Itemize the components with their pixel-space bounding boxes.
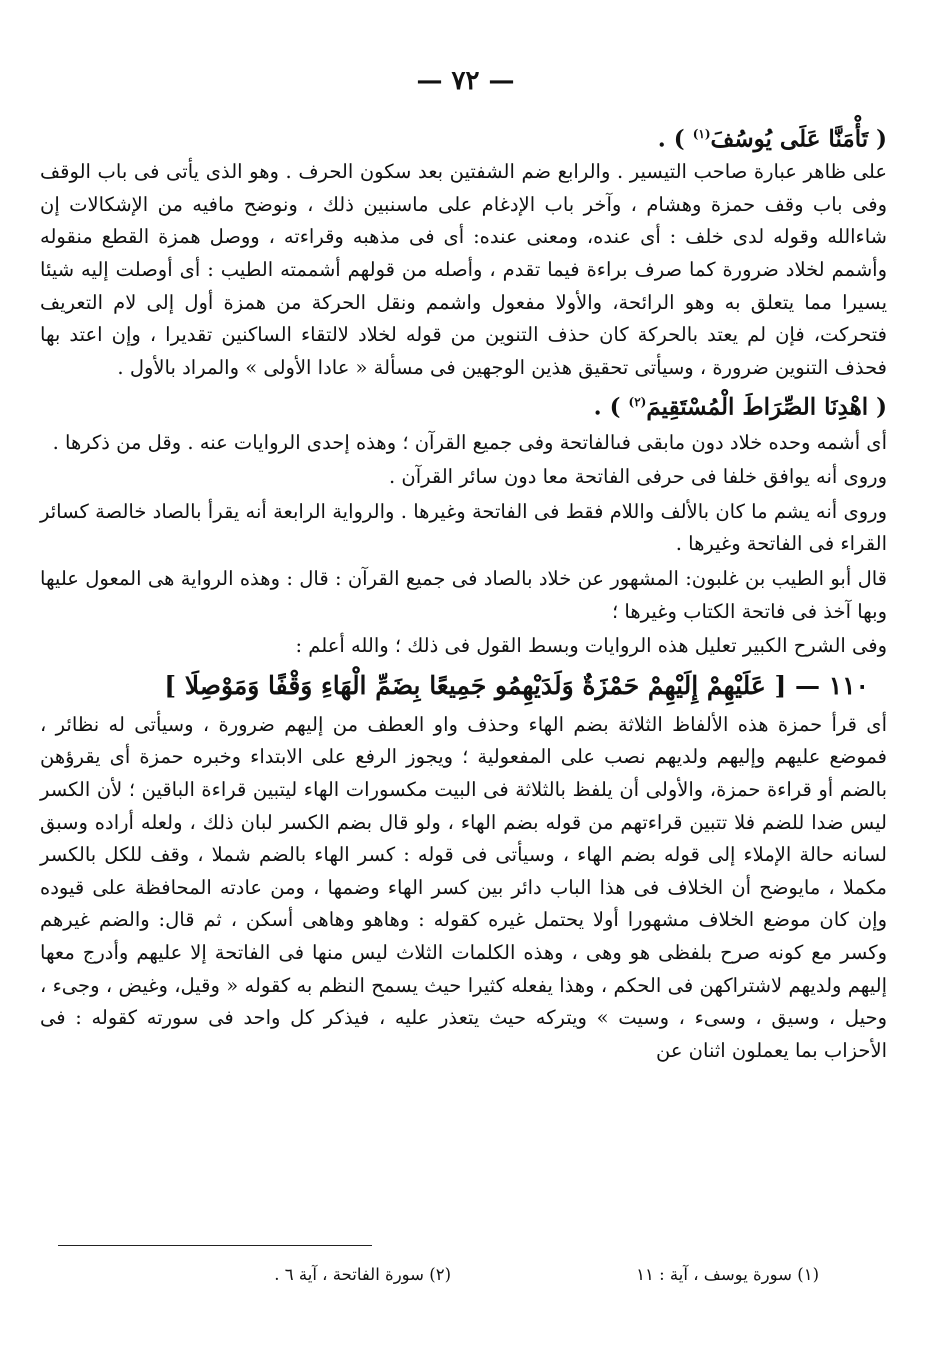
quran-reference-1	[40, 118, 887, 156]
footnote-divider	[58, 1245, 372, 1246]
paragraph-6: وفى الشرح الكبير تعليل هذه الروايات وبسط القول فى ذلك ؛ والله أعلم :	[295, 634, 887, 658]
paragraph-2: أى أشمه وحده خلاد دون مابقى فىالفاتحة وفى جميع القرآن ؛ وهذه إحدى الروايات عنه . وقل من ذكرها .	[52, 430, 887, 454]
paragraph-5: قال أبو الطيب بن غلبون: المشهور عن خلاد بالصاد فى جميع القرآن : قال : وهذه الرواية هى المعول عليها وبها آخذ فى فاتحة الكتاب وغيرها ؛	[40, 567, 887, 623]
quran-text-2: ( اهْدِنَا الصِّرَاطَ الْمُسْتَقِيمَ	[646, 394, 887, 422]
footnote-marker-2: (٢)	[628, 395, 647, 410]
footnote-marker-1: (١)	[692, 127, 711, 141]
quran-text-2-end: ) .	[593, 394, 621, 422]
poem-verse-110: ١١٠ — [ عَلَيْهِمْ إِلَيْهِمْ حَمْزَةٌ وَلَدَيْهِمُو جَمِيعًا بِضَمِّ الْهَاءِ وَقْفًا وَمَوْصِلَا ]	[164, 670, 869, 700]
paragraph-4: وروى أنه يشم ما كان بالألف واللام فقط فى الفاتحة وغيرها . والرواية الرابعة أنه يقرأ بالصاد خالصة كسائر القراء فى الفاتحة وغيرها .	[40, 499, 887, 556]
footnote-1: (١) سورة يوسف ، آية : ١١	[636, 1265, 819, 1284]
paragraph-3: وروى أنه يوافق خلفا فى حرفى الفاتحة معا دون سائر القرآن .	[388, 465, 887, 489]
paragraph-1: على ظاهر عبارة صاحب التيسير . والرابع ضم الشفتين بعد سكون الحرف . وهو الذى يأتى فى باب الوقف وفى باب وقف حمزة وهشام ، وآخر باب الإدغام على ماسنبين ذلك ، ونوضح مافيه من الإشكالات إن شاءالله وقوله لدى خلف : أى عنده، ومعنى عنده: أى فى مذهبه وقراءته ، ووصل همزة القطع منقوله وأشمم لخلاد ضرورة كما صرف براءة فيما تقدم ، وأصله من قولهم أشممته الطيب : أى أوصلت إليه شيئا يسيرا مما يتعلق به وهو الرائحة، والأولا مفعول واشمم ونقل الحركة من همزة أول إلى لام التعريف فتحركت، فإن لم يعتد بالحركة كان حذف التنوين من قوله لخلاد لالتقاء الساكنين تقديرا ، وإن اعتد بها فحذف التنوين ضرورة ، وسيأتى تحقيق هذين الوجهين فى مسألة « عادا الأولى » والمراد بالأول .	[40, 160, 887, 379]
main-text	[0, 118, 931, 1067]
page-number: — ٧٢ —	[416, 66, 515, 96]
quran-text-1-end: ) .	[657, 125, 685, 153]
paragraph-7: أى قرأ حمزة هذه الألفاظ الثلاثة بضم الهاء وحذف واو العطف من إليهم ضرورة ، وسيأتى له نظائر ، فموضع عليهم وإليهم ولديهم نصب على المفعولية ؛ ويجوز الرفع على الابتداء وخبره حمزة أى يقرؤهن بالضم أو قراءة حمزة، والأولى أن يلفظ بالثلاثة فى البيت مكسورات الهاء ليتبين قراءة الباقين ؛ لأن الكسر ليس ضدا للضم فلا تتبين قراءتهم من قوله بضم الهاء ، ولو قال بضم الكسر لبان ذلك ، ولعله أراده وسبق لسانه حالة الإملاء إلى قوله بضم الهاء ، وسيأتى فى قوله : كسر الهاء بالضم شملا ، وقف للكل بالكسر مكملا ، مايوضح أن الخلاف فى هذا الباب دائر بين كسر الهاء وضمها ، ومن عادته المحافظة على قيوده وإن كان موضع الخلاف مشهورا أولا يحتمل غيره كقوله : وهاهو وهاهى أسكن ، ثم قال: والضم غيرهم وكسر مع كونه صرح بلفظى هو وهى ، وهذه الكلمات الثلاث ليس منها فى الفاتحة إلا عليهم وأدرج معها إليهم ولديهم لاشتراكهن فى الحكم ، وهذا يفعله كثيرا حيث يسمح النظم به كقوله « وقيل، وغيض ، وجىء ، وحيل ، وسيق ، وسىء ، وسيت » ويتركه حيث يتعذر عليه ، فيذكر كل واحد فى سورته كقوله : فى الأحزاب بما يعملون اثنان عن	[40, 712, 887, 1062]
quran-reference-2	[40, 386, 887, 424]
footnote-2: (٢) سورة الفاتحة ، آية ٦ .	[274, 1265, 451, 1284]
quran-text-1: ( تَأْمَنَّا عَلَى يُوسُفَ	[710, 125, 887, 153]
